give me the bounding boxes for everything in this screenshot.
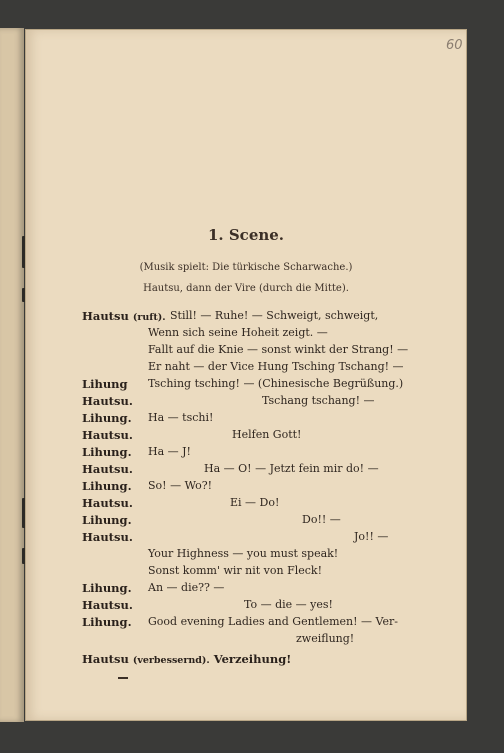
dialogue-line: Ha — O! — Jetzt fein mir do! — xyxy=(204,462,379,475)
speaker-name: Lihung. xyxy=(82,445,132,459)
dialogue-line: Tschang tschang! — xyxy=(262,394,375,407)
dialogue-line: So! — Wo?! xyxy=(148,479,213,492)
speaker-name: Lihung. xyxy=(82,479,132,493)
dialogue-line: To — die — yes! xyxy=(244,598,333,611)
speaker-note: (ruft). xyxy=(132,312,166,323)
page-number: 60 xyxy=(446,38,463,53)
dialogue-line: An — die?? — xyxy=(148,581,225,594)
dialogue-line: Your Highness — you must speak! xyxy=(148,547,339,560)
speaker-name: Hautsu. xyxy=(82,530,133,544)
speaker-name: Lihung. xyxy=(82,411,132,425)
dialogue-line: Wenn sich seine Hoheit zeigt. — xyxy=(148,326,328,339)
scene-title: 1. Scene. xyxy=(207,226,285,244)
page-mark xyxy=(118,677,128,679)
speaker-name: Lihung xyxy=(82,377,128,391)
speaker-note: (verbessernd). xyxy=(132,655,210,666)
dialogue-line: Helfen Gott! xyxy=(232,428,302,441)
stage-direction-music: (Musik spielt: Die türkische Scharwache.) xyxy=(139,262,353,273)
speaker-name: Lihung. xyxy=(82,581,132,595)
dialogue-line: Fallt auf die Knie — sonst winkt der Strang! — xyxy=(148,343,409,356)
dialogue-line: Tsching tsching! — (Chinesische Begrüßung.) xyxy=(148,377,404,390)
speaker-name: Hautsu. xyxy=(82,428,133,442)
dialogue-line: Verzeihung! xyxy=(213,652,292,666)
dialogue-line: Er naht — der Vice Hung Tsching Tschang! — xyxy=(148,360,404,373)
speaker-name: Hautsu. xyxy=(82,496,133,510)
dialogue-line: Ha — J! xyxy=(148,445,191,458)
speaker-name: Hautsu (ruft). xyxy=(82,309,166,323)
dialogue-line: Good evening Ladies and Gentlemen! — Ver- xyxy=(148,615,398,628)
dialogue-line: Do!! — xyxy=(302,513,341,526)
speaker-name: Lihung. xyxy=(82,615,132,629)
dialogue-line: Still! — Ruhe! — Schweigt, schweigt, xyxy=(170,309,379,322)
speaker-name: Hautsu. xyxy=(82,462,133,476)
speaker-name: Hautsu (verbessernd). Verzeihung! xyxy=(82,652,292,666)
dialogue-line: Sonst komm' wir nit von Fleck! xyxy=(148,564,323,577)
stage-direction-entrance: Hautsu, dann der Vire (durch die Mitte). xyxy=(143,283,349,294)
speaker-name: Hautsu. xyxy=(82,394,133,408)
dialogue-line: Jo!! — xyxy=(354,530,389,543)
speaker-name: Hautsu. xyxy=(82,598,133,612)
dialogue-line: zweiflung! xyxy=(296,632,355,645)
dialogue-line: Ei — Do! xyxy=(230,496,280,509)
left-page-edge xyxy=(0,28,24,722)
speaker-name: Lihung. xyxy=(82,513,132,527)
dialogue-line: Ha — tschi! xyxy=(148,411,214,424)
